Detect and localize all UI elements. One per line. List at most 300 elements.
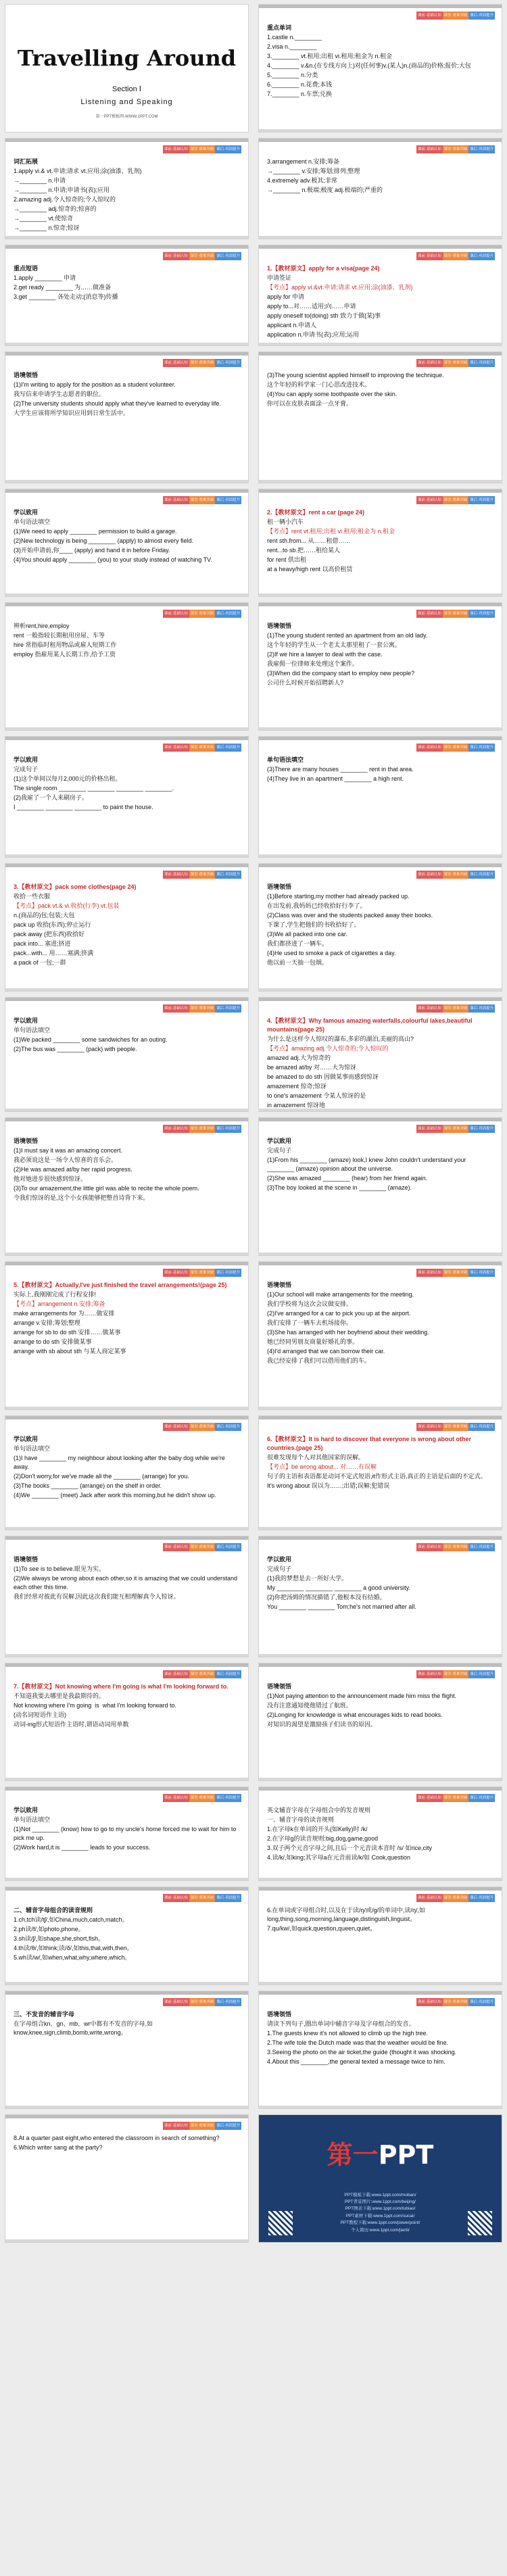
text-line: 辨析rent,hire,employ <box>14 623 70 629</box>
top-bar <box>259 1262 502 1265</box>
slide-8 <box>258 351 502 483</box>
bottom-bar <box>259 1527 502 1530</box>
badge-label: 课前·基础认知 <box>416 1794 443 1802</box>
text-line: 单句语法填空 <box>14 1816 51 1824</box>
badge-label: 课后·巩固提升 <box>215 1998 241 2006</box>
slide-content <box>267 2010 493 2067</box>
badge-label: 课后·巩固提升 <box>215 1125 241 1133</box>
subtitle: Listening and Speaking <box>80 98 173 106</box>
badge-label: 课堂·重难突破 <box>443 1794 469 1802</box>
badge-label: 课后·巩固提升 <box>215 359 241 367</box>
badge-label: 课前·基础认知 <box>416 1423 443 1431</box>
badge-label: 课前·基础认知 <box>416 1894 443 1902</box>
slide-15 <box>5 863 249 992</box>
badge-label: 课前·基础认知 <box>163 1998 189 2006</box>
text-line: at a heavy/high rent 以高价租赁 <box>267 566 353 573</box>
section-badge <box>163 1894 241 1902</box>
slide-content <box>14 2010 240 2038</box>
top-bar <box>5 998 248 1001</box>
text-line: 令我们惊讶的是,这个小女孩能够把整首诗背下来。 <box>14 1194 149 1202</box>
text-line: 5.wh读/w/,如when,what,why,where,which。 <box>14 1954 131 1962</box>
text-line: for rent 供出租 <box>267 556 307 564</box>
text-line: (2)Work hard,it is ________ leads to your success. <box>14 1844 151 1851</box>
badge-label: 课堂·重难突破 <box>443 871 469 879</box>
slide-content <box>267 1806 493 1863</box>
text-line: (3)To our amazement,the little girl was able to recite the whole poem. <box>14 1185 199 1192</box>
slide-content <box>14 2134 240 2153</box>
top-bar <box>259 245 502 249</box>
top-bar <box>5 1887 248 1891</box>
text-line: (3)She has arranged with her boyfriend about their wedding. <box>267 1329 429 1336</box>
text-line: 语境领悟 <box>267 1282 292 1288</box>
text-line: 我必须说这是一场令人惊喜的音乐会。 <box>14 1157 118 1164</box>
badge-label: 课堂·重难突破 <box>443 1269 469 1277</box>
text-line: application n.申请书(表);应用;运用 <box>267 331 360 339</box>
text-line: 完成句子 <box>267 1147 292 1155</box>
text-line: amazed adj.大为惊奇的 <box>267 1054 331 1062</box>
section-badge <box>163 145 241 153</box>
text-line: arrange for sb to do sth 安排……做某事 <box>14 1329 121 1336</box>
text-line: 4.About this ________,the general texted a message twice to him. <box>267 2058 445 2066</box>
text-line: (2)Don't worry,for we've made all the ________ (arrange) for you. <box>14 1473 189 1480</box>
badge-label: 课堂·重难突破 <box>189 145 216 153</box>
section-badge <box>416 1269 495 1277</box>
section-label: Section Ⅰ <box>112 85 141 93</box>
text-line: 【考点】amazing adj.令人惊奇的;令人惊叹的 <box>267 1045 389 1052</box>
text-line: 重点短语 <box>14 265 39 272</box>
badge-label: 课前·基础认知 <box>416 744 443 752</box>
badge-label: 课后·巩固提升 <box>468 252 495 260</box>
text-line: amazement 惊奇;惊讶 <box>267 1083 327 1090</box>
bottom-bar <box>259 988 502 991</box>
text-line: 6.________ n.花费;本钱 <box>267 81 333 89</box>
text-line: (4)He used to smoke a pack of cigarettes a day. <box>267 950 396 957</box>
badge-label: 课前·基础认知 <box>416 610 443 618</box>
text-line: 5.【教材原文】Actually,I've just finished the travel arrangements!(page 25) <box>14 1282 227 1288</box>
section-badge <box>416 1125 495 1133</box>
text-line: 3.双子两个元音字母之间,且后一个元音读本音时 /s/ 如rice,city <box>267 1845 433 1852</box>
slide-30 <box>258 1787 502 1881</box>
slide-5 <box>5 245 249 346</box>
text-line: (动名词短语作主语) <box>14 1711 66 1719</box>
text-line: 3.arrangement n.安排;筹备 <box>267 158 340 165</box>
text-line: rent sth.from... 从……租借…… <box>267 537 351 545</box>
badge-label: 课后·巩固提升 <box>215 1894 241 1902</box>
text-line: 他对她进步很快感到惊讶。 <box>14 1175 87 1183</box>
text-line: arrange to do sth 安排做某事 <box>14 1338 92 1346</box>
badge-label: 课前·基础认知 <box>416 252 443 260</box>
text-line: 7.qu/kw/,如quick,question,queen,quiet。 <box>267 1925 377 1933</box>
text-line: 语境领悟 <box>14 1138 39 1144</box>
slide-31 <box>5 1887 249 1985</box>
slide-content <box>267 1435 493 1491</box>
text-line: 【考点】be wrong about... 对……有误解 <box>267 1463 377 1471</box>
text-line: Not knowing where I'm going is what I'm looking forward to. <box>14 1702 177 1709</box>
text-line: 1.apply ________ 申请 <box>14 274 76 282</box>
qr-code-icon <box>268 2211 293 2235</box>
bottom-bar <box>5 593 248 596</box>
text-line: You ________ ________ Tom;he's not married after all. <box>267 1603 416 1611</box>
section-badge <box>163 744 241 752</box>
text-line: →________ vt.使惊奇 <box>14 215 74 222</box>
bottom-bar <box>259 1982 502 1985</box>
text-line: (2)你把汤姆的情况描错了,他根本没有结婚。 <box>267 1594 386 1601</box>
text-line: 这个年轻的学生从一个老太太那里租了一套公寓。 <box>267 641 402 649</box>
bottom-bar <box>259 854 502 857</box>
text-line: 4.extremely adv.极其;非常 <box>267 177 337 185</box>
text-line: (2)We always be wrong about each other,so it is amazing that we could understand each other this time. <box>14 1575 239 1591</box>
resource-link[interactable]: PPT模板下载:www.1ppt.com/moban/ <box>344 2192 416 2197</box>
text-line: →________ adj.惊奇的;惊喜的 <box>14 205 97 213</box>
badge-label: 课前·基础认知 <box>163 1423 189 1431</box>
text-line: 这个年轻的科学家一门心思改进技术。 <box>267 381 371 389</box>
badge-label: 课堂·重难突破 <box>189 1125 216 1133</box>
slide-16 <box>258 863 502 992</box>
text-line: (2)Longing for knowledge is what encourages kids to read books. <box>267 1711 443 1719</box>
badge-label: 课堂·重难突破 <box>189 2122 216 2130</box>
section-badge <box>416 610 495 618</box>
text-line: (1)To see is to believe.眼见为实。 <box>14 1565 105 1573</box>
slide-32 <box>258 1887 502 1985</box>
slide-18 <box>258 997 502 1112</box>
text-line: 单句语法填空 <box>267 756 304 763</box>
slide-20 <box>258 1117 502 1256</box>
badge-label: 课后·巩固提升 <box>468 145 495 153</box>
badge-label: 课前·基础认知 <box>416 496 443 504</box>
top-bar <box>5 1536 248 1540</box>
slide-title: Travelling Around <box>17 45 237 71</box>
badge-label: 课后·巩固提升 <box>215 871 241 879</box>
slide-33 <box>5 1991 249 2109</box>
badge-label: 课堂·重难突破 <box>189 1004 216 1013</box>
badge-label: 课前·基础认知 <box>416 11 443 20</box>
text-line: applicant n.申请人 <box>267 322 317 329</box>
top-bar <box>5 2115 248 2118</box>
slide-content <box>14 1682 240 1730</box>
badge-label: 课前·基础认知 <box>163 1269 189 1277</box>
slide-content <box>267 157 493 195</box>
text-line: 3.get ________ 各处走动;(消息等)传播 <box>14 293 118 301</box>
text-line: 我们安排了一辆车去机场接你。 <box>267 1319 353 1327</box>
text-line: 下课了,学生把他们的书收拾好了。 <box>267 921 360 929</box>
badge-label: 课后·巩固提升 <box>468 1894 495 1902</box>
slide-content <box>14 1435 240 1501</box>
slide-content <box>14 1806 240 1853</box>
text-line: 一、辅音字母的读音规则 <box>267 1816 335 1824</box>
text-line: hire 常指临时租用物品或雇人短期工作 <box>14 641 117 649</box>
badge-label: 课前·基础认知 <box>416 1670 443 1678</box>
badge-label: 课后·巩固提升 <box>468 1670 495 1678</box>
text-line: (2)我雇了一个人来刷房子。 <box>14 794 89 802</box>
text-line: 学以致用 <box>14 1807 39 1814</box>
text-line: 三、不发音的辅音字母 <box>14 2011 75 2018</box>
slide-content <box>267 371 493 409</box>
text-line: 收拾一些衣服 <box>14 893 51 900</box>
resource-link[interactable]: PPT素材下载:www.1ppt.com/sucai/ <box>345 2213 415 2218</box>
text-line: 实际上,我刚刚完成了行程安排! <box>14 1291 97 1298</box>
badge-label: 课后·巩固提升 <box>468 1125 495 1133</box>
text-line: →________ n.申请;申请书(表);应用 <box>14 187 110 194</box>
text-line: 1.castle n.________ <box>267 34 322 41</box>
badge-label: 课堂·重难突破 <box>443 1423 469 1431</box>
slide-10 <box>258 489 502 597</box>
section-badge <box>163 359 241 367</box>
text-line: (2)I've arranged for a car to pick you up at the airport. <box>267 1310 411 1317</box>
section-badge <box>416 1543 495 1551</box>
top-bar <box>259 5 502 8</box>
section-badge <box>416 1794 495 1802</box>
text-line: 1.apply vi.& vt.申请;请求 vt.应用;涂(油漆、乳剂) <box>14 168 142 175</box>
text-line: 我已经安排了我们可以借用他们的车。 <box>267 1357 371 1365</box>
text-line: 2.ph读/f/,如photo,phone。 <box>14 1926 84 1933</box>
slide-content <box>14 508 240 565</box>
bottom-bar <box>259 1878 502 1880</box>
text-line: (4)They live in an apartment ________ a high rent. <box>267 775 404 783</box>
text-line: 她已经同男朋友商量好婚礼的事。 <box>267 1338 359 1346</box>
slide-content <box>267 1682 493 1730</box>
badge-label: 课后·巩固提升 <box>215 1423 241 1431</box>
badge-label: 课前·基础认知 <box>163 359 189 367</box>
text-line: 3.Seeing the photo on the air ticket,the guide (thought it was shocking. <box>267 2049 457 2056</box>
section-badge <box>416 744 495 752</box>
text-line: 7.________ n.车票;兑换 <box>267 91 333 98</box>
text-line: (2)New technology is being ________ (apply) to almost every field. <box>14 537 194 545</box>
text-line: 2.在字母g的读音规则:big,dog,game,good <box>267 1835 379 1843</box>
bottom-bar <box>259 343 502 345</box>
top-bar <box>5 603 248 606</box>
top-bar <box>259 864 502 867</box>
badge-label: 课前·基础认知 <box>163 1894 189 1902</box>
badge-label: 课堂·重难突破 <box>189 1794 216 1802</box>
text-line: 我们经常对彼此有误解,因此这次我们能互相理解真令人惊讶。 <box>14 1593 180 1601</box>
badge-label: 课前·基础认知 <box>163 496 189 504</box>
bottom-bar <box>5 1109 248 1111</box>
slide-26 <box>258 1536 502 1657</box>
text-line: (2)Class was over and the students packed away their books. <box>267 912 433 919</box>
section-badge <box>163 2122 241 2130</box>
slide-content <box>267 24 493 99</box>
bottom-bar <box>5 2239 248 2242</box>
slide-content <box>267 1555 493 1612</box>
bottom-bar <box>5 1527 248 1530</box>
text-line: 2.The wife tole the Dutch made was that the weather would be fine. <box>267 2039 449 2047</box>
text-line: 词汇拓展 <box>14 158 39 165</box>
slide-21 <box>5 1261 249 1410</box>
text-line: a pack of 一包;一群 <box>14 959 66 967</box>
slide-content <box>14 1906 240 1963</box>
text-line: (2)If we hire a lawyer to deal with the case. <box>267 651 383 658</box>
badge-label: 课后·巩固提升 <box>468 359 495 367</box>
bottom-bar <box>5 480 248 483</box>
bottom-bar <box>259 236 502 239</box>
slide-content <box>14 1281 240 1357</box>
slide-17 <box>5 997 249 1112</box>
badge-label: 课堂·重难突破 <box>443 744 469 752</box>
text-line: My ________ ________ ________ a good university. <box>267 1584 411 1592</box>
section-badge <box>416 145 495 153</box>
text-line: arrange with sb about sth 与某人商定某事 <box>14 1348 126 1355</box>
slide-29 <box>5 1787 249 1881</box>
badge-label: 课堂·重难突破 <box>443 496 469 504</box>
badge-label: 课后·巩固提升 <box>215 610 241 618</box>
brand-logo <box>259 2134 502 2171</box>
bottom-bar <box>5 1407 248 1409</box>
text-line: rent 一般指较长期租用房屋、车等 <box>14 632 105 639</box>
top-bar <box>259 1663 502 1667</box>
text-line: 【考点】rent vt.租用;出租 vi.租用;租金为 n.租金 <box>267 528 395 535</box>
text-line: pack up 收拾(东西);停止运行 <box>14 921 91 929</box>
text-line: be amazed at/by 对……大为惊讶 <box>267 1064 357 1071</box>
slide-content <box>14 371 240 418</box>
text-line: be amazed to do sth 因做某事而感到惊讶 <box>267 1073 379 1081</box>
text-line: in amazement 惊讶地 <box>267 1102 326 1109</box>
text-line: (1)I have ________ my neighbour about looking after the baby dog while we're away. <box>14 1455 227 1471</box>
top-bar <box>5 1991 248 1995</box>
section-badge <box>163 610 241 618</box>
top-bar <box>5 1663 248 1667</box>
text-line: (1)The young student rented an apartment from an old lady. <box>267 632 428 639</box>
slide-content <box>267 883 493 968</box>
text-line: 英文辅音字母在字母组合中的发音规则 <box>267 1807 371 1814</box>
bottom-bar <box>5 236 248 239</box>
text-line: (2)The university students should apply what they've learned to everyday life. <box>14 400 221 408</box>
slide-content <box>14 157 240 233</box>
badge-label: 课前·基础认知 <box>163 145 189 153</box>
text-line: →________ n.惊奇;惊讶 <box>14 224 80 232</box>
text-line: →________ n.申请 <box>14 177 66 185</box>
bottom-bar <box>259 2106 502 2108</box>
section-badge <box>163 1125 241 1133</box>
text-line: 不知道我要去哪里是我最期待的。 <box>14 1693 105 1700</box>
slide-7 <box>5 351 249 483</box>
bottom-bar <box>5 1982 248 1985</box>
slide-25 <box>5 1536 249 1657</box>
top-bar <box>259 139 502 142</box>
text-line: 语境领悟 <box>14 1556 39 1563</box>
text-line: 2.get ready ________ 为……做准备 <box>14 284 112 291</box>
slide-4 <box>258 138 502 239</box>
badge-label: 课堂·重难突破 <box>443 252 469 260</box>
text-line: rent...to sb.把……租给某人 <box>267 547 341 554</box>
section-badge <box>416 1004 495 1013</box>
section-badge <box>416 1670 495 1678</box>
text-line: 2.visa n.________ <box>267 43 317 51</box>
badge-label: 课后·巩固提升 <box>215 2122 241 2130</box>
bottom-bar <box>259 1654 502 1657</box>
section-badge <box>163 1269 241 1277</box>
badge-label: 课前·基础认知 <box>163 1543 189 1551</box>
text-line: 6.Which writer sang at the party? <box>14 2144 103 2152</box>
top-bar <box>259 1991 502 1995</box>
text-line: 单句语法填空 <box>14 1445 51 1453</box>
text-line: 6.【教材原文】It is hard to discover that everyone is wrong about other countries.(page 25) <box>267 1436 473 1452</box>
slide-12 <box>258 602 502 731</box>
text-line: 4.读/k/,如king;其字母a在元音前读/k/如 Cook,question <box>267 1854 411 1862</box>
badge-label: 课堂·重难突破 <box>189 610 216 618</box>
text-line: 6.在单词或字母组合时,以及在于读/ŋ/或/ɡ/的单词中,读/ŋ/,如long,thing,song,morning,language,distinguish,linguist。 <box>267 1907 426 1923</box>
text-line: 公司什么时候开始招聘新人? <box>267 679 344 687</box>
text-line: 1.【教材原文】apply for a visa(page 24) <box>267 265 380 272</box>
badge-label: 课前·基础认知 <box>163 610 189 618</box>
text-line: 很难发现每个人对其他国家的误解。 <box>267 1454 365 1461</box>
text-line: (1)From his ________ (amaze) look,I knew John couldn't understand your ________ (amaze) opinion about the universe. <box>267 1157 468 1173</box>
slide-content <box>14 756 240 812</box>
resource-link[interactable]: PPT教程下载:www.1ppt.com/powerpoint/ <box>340 2220 420 2226</box>
text-line: 1.在字母k在单词的开头(如Kelly)时 /k/ <box>267 1826 368 1833</box>
bottom-bar <box>5 1878 248 1880</box>
slide-content <box>14 1017 240 1054</box>
text-line: (3)开始申请前,你____ (apply) and hand it in before Friday. <box>14 547 170 554</box>
top-bar <box>259 1887 502 1891</box>
resource-link[interactable]: PPT背景图片:www.1ppt.com/beijing/ <box>344 2200 416 2205</box>
badge-label: 课前·基础认知 <box>163 1004 189 1013</box>
bottom-bar <box>259 129 502 132</box>
text-line: (3)The books ________ (arrange) on the shelf in order. <box>14 1482 162 1490</box>
text-line: (1)We need to apply ________ permission to build a garage. <box>14 528 177 535</box>
slide-content <box>267 1906 493 1934</box>
slide-27 <box>5 1663 249 1781</box>
top-bar <box>259 737 502 740</box>
badge-label: 课堂·重难突破 <box>189 359 216 367</box>
top-bar <box>259 603 502 606</box>
text-line: 语境领悟 <box>267 1683 292 1690</box>
bottom-bar <box>259 1109 502 1111</box>
top-bar <box>5 1262 248 1265</box>
slide-content <box>14 264 240 302</box>
text-line: 动词-ing形式短语作主语时,谓语动词用单数 <box>14 1721 129 1728</box>
top-bar <box>5 245 248 249</box>
text-line: I ________ ________ ________ to paint the house. <box>14 804 153 811</box>
resource-link[interactable]: PPT图表下载:www.1ppt.com/tubiao/ <box>345 2206 416 2212</box>
badge-label: 课后·巩固提升 <box>468 744 495 752</box>
text-line: (1)Before starting,my mother had already packed up. <box>267 893 410 900</box>
badge-label: 课后·巩固提升 <box>215 1543 241 1551</box>
text-line: 学以致用 <box>14 756 39 763</box>
text-line: 单句语法填空 <box>14 518 51 526</box>
badge-label: 课前·基础认知 <box>163 1794 189 1802</box>
text-line: (3)The boy looked at the scene in ________ (amaze). <box>267 1184 412 1192</box>
text-line: 3.【教材原文】pack some clothes(page 24) <box>14 883 137 890</box>
badge-label: 课后·巩固提升 <box>215 1794 241 1802</box>
badge-label: 课前·基础认知 <box>163 744 189 752</box>
resource-links <box>306 2192 454 2234</box>
resource-link[interactable]: 个人简历:www.1ppt.com/jianli/ <box>351 2227 410 2233</box>
text-line: (4)You should apply ________ (you) to your study instead of watching TV. <box>14 556 212 564</box>
text-line: The single room ________ ________ ________ ________. <box>14 785 174 792</box>
text-line: 我们学校将为这次会议做安排。 <box>267 1301 353 1308</box>
slide-23 <box>5 1415 249 1530</box>
top-bar <box>5 139 248 142</box>
section-badge <box>163 1423 241 1431</box>
text-line: (4)I'd arranged that we can borrow their car. <box>267 1348 385 1355</box>
bottom-bar <box>5 1778 248 1780</box>
text-line: 我雇佣一位律师来处理这个案件。 <box>267 660 359 668</box>
slide-content <box>14 1137 240 1203</box>
badge-label: 课堂·重难突破 <box>189 744 216 752</box>
text-line: 3.________ vt.租用;出租 vi.租用;租金为 n.租金 <box>267 53 393 60</box>
bottom-bar <box>5 854 248 857</box>
bottom-bar <box>5 988 248 991</box>
text-line: 完成句子 <box>267 1565 292 1573</box>
badge-label: 课前·基础认知 <box>163 1125 189 1133</box>
badge-label: 课堂·重难突破 <box>189 252 216 260</box>
text-line: (4)You can apply some toothpaste over the skin. <box>267 391 397 398</box>
text-line: (3)The young scientist applied himself to improving the technique. <box>267 372 444 379</box>
text-line: 4.th读/θ/,如think;读/ð/,如this,that,with,then。 <box>14 1945 133 1952</box>
text-line: 2.【教材原文】rent a car (page 24) <box>267 509 365 516</box>
slide-content <box>14 883 240 968</box>
text-line: pack away (把东西)收拾好 <box>14 931 85 938</box>
